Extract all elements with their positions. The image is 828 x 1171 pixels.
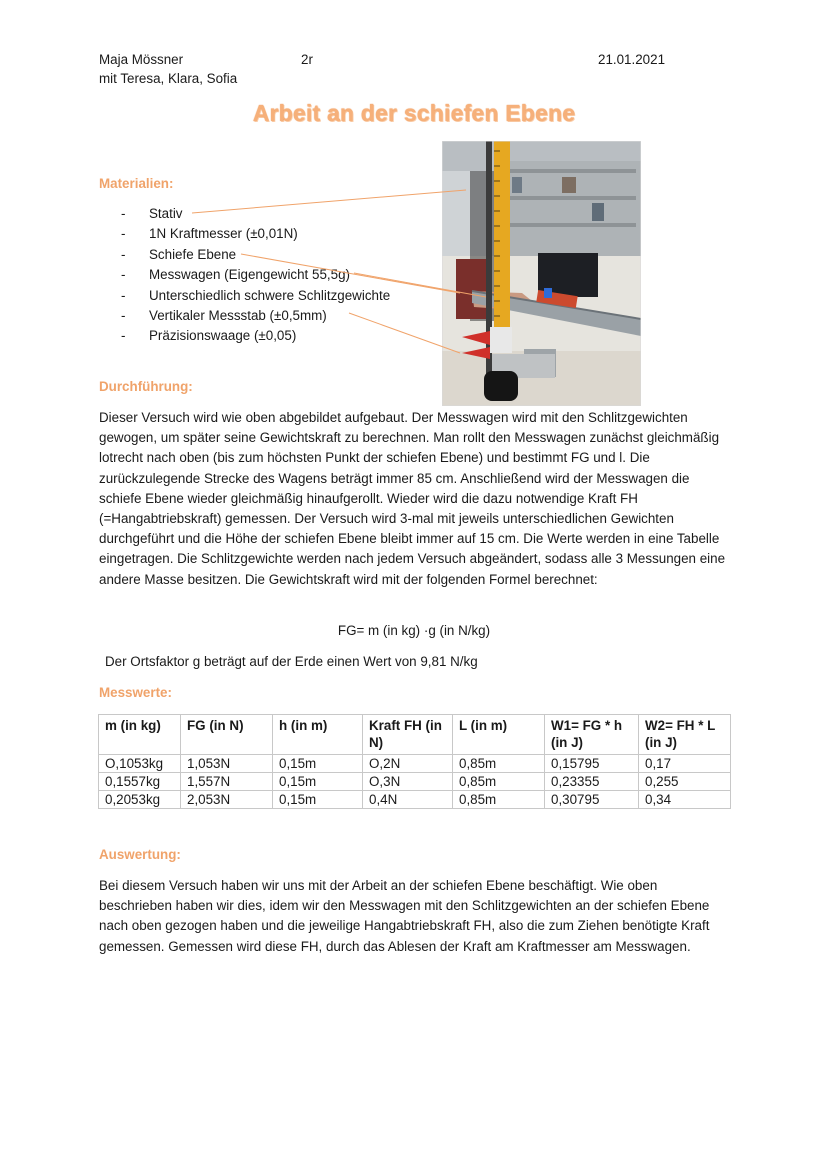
table-cell: O,2N (363, 755, 453, 773)
table-cell: 0,23355 (545, 773, 639, 791)
annotation-line-messwagen (354, 273, 486, 297)
material-item: - Stativ (121, 206, 183, 221)
table-header-cell: m (in kg) (99, 715, 181, 755)
material-item: - Messwagen (Eigengewicht 55,5g) (121, 267, 350, 283)
table-header-cell: W1= FG * h (in J) (545, 715, 639, 755)
table-cell: 0,85m (453, 755, 545, 773)
table-cell: O,1053kg (99, 755, 181, 773)
evaluation-heading: Auswertung: (99, 847, 181, 862)
table-header-row (99, 715, 731, 755)
measurements-heading: Messwerte: (99, 685, 172, 700)
table-cell: 0,15m (273, 791, 363, 809)
table-cell: 1,053N (181, 755, 273, 773)
material-label: Stativ (149, 206, 183, 221)
table-cell: 0,17 (639, 755, 731, 773)
material-label: 1N Kraftmesser (±0,01N) (149, 226, 298, 242)
annotation-line-ebene (241, 254, 460, 293)
material-item: - Unterschiedlich schwere Schlitzgewichte (121, 287, 391, 303)
formula: FG= m (in kg) ·g (in N/kg) (337, 623, 491, 638)
table-cell: 0,15795 (545, 755, 639, 773)
material-label: Vertikaler Messstab (±0,5mm) (149, 307, 327, 323)
annotation-line-messstab (349, 313, 460, 353)
annotation-line-stativ (192, 190, 466, 213)
table-cell: 0,15m (273, 755, 363, 773)
material-item: - Präzisionswaage (±0,05) (121, 328, 297, 344)
class-label: 2r (301, 52, 313, 67)
table-cell: 0,4N (363, 791, 453, 809)
material-label: Präzisionswaage (±0,05) (149, 328, 297, 344)
material-item: - 1N Kraftmesser (±0,01N) (121, 226, 298, 242)
table-cell: 0,1557kg (99, 773, 181, 791)
table-cell: 0,2053kg (99, 791, 181, 809)
table-header-cell: L (in m) (453, 715, 545, 755)
materials-heading: Materialien: (99, 176, 174, 191)
table-header-cell: Kraft FH (in N) (363, 715, 453, 755)
table-cell: 1,557N (181, 773, 273, 791)
material-item: - Schiefe Ebene (121, 246, 237, 262)
table-cell: O,3N (363, 773, 453, 791)
material-item: - Vertikaler Messstab (±0,5mm) (121, 307, 327, 323)
table-header-cell: FG (in N) (181, 715, 273, 755)
procedure-heading: Durchführung: (99, 379, 193, 394)
table-row (99, 791, 731, 809)
table-cell: 2,053N (181, 791, 273, 809)
material-label: Unterschiedlich schwere Schlitzgewichte (149, 287, 391, 303)
material-label: Messwagen (Eigengewicht 55,5g) (149, 267, 350, 283)
procedure-paragraph: Dieser Versuch wird wie oben abgebildet aufgebaut. Der Messwagen wird mit den Schlitzgewichten gewogen, um später seine Gewichtskraft zu berechnen. Man rollt den Messwagen zunächst gleichmäßig lotrecht nach oben (bis zum höchsten Punkt der schiefen Ebene) und bestimmt FG und l. Die zurückzulegende Strecke des Wagens beträgt immer 85 cm. Anschließend wird der Messwagen die schiefe Ebene wieder gleichmäßig hinaufgerollt. Wieder wird die dazu notwendige Kraft FH (=Hangabtriebskraft) gemessen. Der Versuch wird 3-mal mit jeweils unterschiedlichen Gewichten durchgeführt und die Höhe der schiefen Ebene bleibt immer auf 15 cm. Die Werte werden in eine Tabelle eingetragen. Die Schlitzgewichte werden nach jedem Versuch abgeändert, sodass alle 3 Messungen eine andere Masse besitzen. Die Gewichtskraft wird mit der folgenden Formel berechnet: (99, 410, 726, 587)
table-header-cell: h (in m) (273, 715, 363, 755)
material-label: Schiefe Ebene (149, 246, 237, 262)
table-cell: 0,15m (273, 773, 363, 791)
gravity-note: Der Ortsfaktor g beträgt auf der Erde einen Wert von 9,81 N/kg (105, 654, 478, 669)
author-name: Maja Mössner (99, 52, 184, 67)
table-cell: 0,85m (453, 791, 545, 809)
date: 21.01.2021 (598, 52, 666, 67)
table-header-cell: W2= FH * L (in J) (639, 715, 731, 755)
table-row (99, 755, 731, 773)
table-row (99, 773, 731, 791)
table-cell: 0,85m (453, 773, 545, 791)
partners: mit Teresa, Klara, Sofia (99, 71, 238, 86)
evaluation-paragraph: Bei diesem Versuch haben wir uns mit der Arbeit an der schiefen Ebene beschäftigt. Wie oben beschrieben haben wir dies, idem wir den Messwagen mit den Schlitzgewichten an der schiefen Ebene nach oben gezogen haben und die jeweilige Hangabtriebskraft FH, also die zum Ziehen benötigte Kraft gemessen. Gemessen wird diese FH, durch das Ablesen der Kraft am Kraftmesser am Messwagen. (99, 878, 710, 954)
table-cell: 0,255 (639, 773, 731, 791)
table-cell: 0,34 (639, 791, 731, 809)
measurements-table (98, 714, 731, 809)
table-cell: 0,30795 (545, 791, 639, 809)
page-title: Arbeit an der schiefen Ebene (252, 100, 576, 126)
